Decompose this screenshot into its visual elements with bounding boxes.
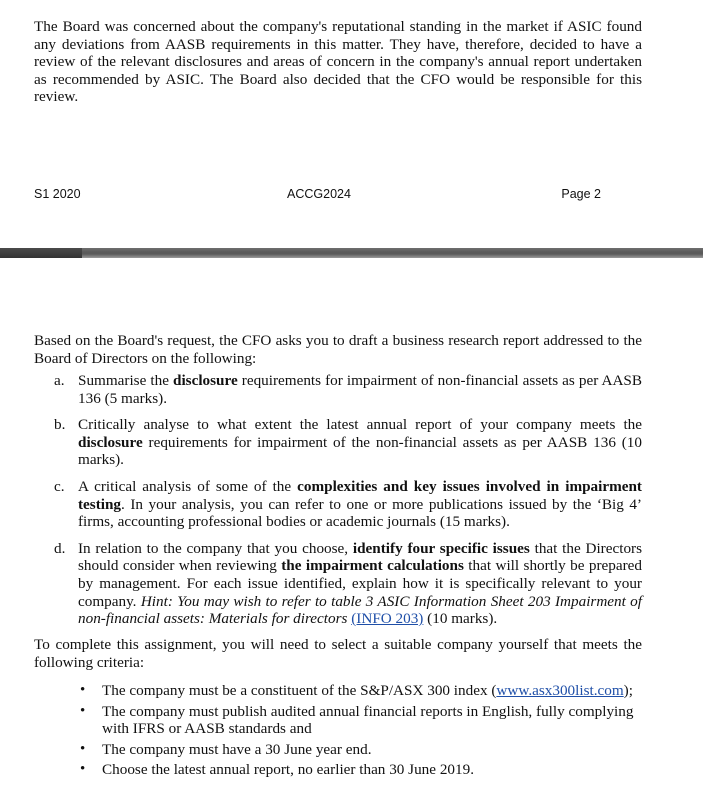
page-footer: [34, 186, 642, 206]
footer-unit-code: ACCG2024: [287, 187, 351, 201]
criteria-text: Choose the latest annual report, no earlier than 30 June 2019.: [102, 761, 474, 779]
task-letter: d.: [54, 539, 66, 557]
criteria-text: );: [623, 682, 633, 699]
task-emphasis: identify four specific issues: [352, 539, 530, 557]
task-emphasis: the impairment calculations: [281, 557, 464, 575]
task-emphasis: disclosure: [78, 433, 143, 451]
page-break-divider: [0, 248, 703, 258]
criteria-paragraph: To complete this assignment, you will need to select a suitable company yourself that meets the following criteria:: [34, 636, 642, 671]
task-text: requirements for impairment of the non-financial assets as per AASB 136 (10 marks).: [78, 433, 642, 469]
criteria-item: [80, 703, 640, 738]
criteria-list: [80, 682, 640, 782]
task-list: [54, 372, 642, 637]
criteria-text: The company must be a constituent of the S&P/ASX 300 index (: [102, 682, 497, 699]
task-letter: c.: [54, 477, 65, 495]
criteria-item: [80, 741, 640, 759]
footer-semester: S1 2020: [34, 187, 81, 201]
task-text: that will shortly be prepared by management. For each issue identified, explain how it is specifically relevant to your company.: [78, 557, 643, 610]
task-text: Summarise the: [78, 372, 174, 389]
criteria-text: The company must have a 30 June year end.: [102, 740, 372, 758]
task-text: A critical analysis of some of the: [78, 477, 298, 495]
task-item-a: [54, 372, 642, 407]
task-item-b: [54, 416, 642, 469]
task-hint: Hint: You may wish to refer to table 3 ASIC Information Sheet 203 Impairment of non-financial assets: Materials for directors: [78, 592, 642, 628]
task-letter: b.: [54, 416, 66, 434]
task-item-d: [54, 540, 642, 628]
task-item-c: [54, 478, 642, 531]
criteria-text: The company must publish audited annual financial reports in English, fully complying with IFRS or AASB standards and: [102, 702, 634, 738]
task-text: In relation to the company that you choose,: [78, 539, 353, 557]
task-text: . In your analysis, you can refer to one or more publications issued by the ‘Big 4’ firms, accounting professional bodies or academic journals (15 marks).: [78, 495, 642, 531]
task-emphasis: disclosure: [173, 372, 238, 389]
intro-paragraph: The Board was concerned about the company's reputational standing in the market if ASIC found any deviations from AASB requirements in this matter. They have, therefore, decided to have a review of the relevant disclosures and areas of concern in the company's annual report undertaken as recommended by ASIC. The Board also decided that the CFO would be responsible for this review.: [34, 18, 642, 106]
task-text: (10 marks).: [423, 610, 498, 628]
task-text: that the Directors should consider when reviewing: [78, 539, 643, 575]
asx300list-link[interactable]: www.asx300list.com: [496, 682, 624, 699]
info-203-link[interactable]: (INFO 203): [351, 610, 424, 628]
request-paragraph: Based on the Board's request, the CFO asks you to draft a business research report addressed to the Board of Directors on the following:: [34, 332, 642, 367]
task-emphasis: complexities and key issues involved in impairment testing: [78, 477, 642, 513]
criteria-item: [80, 682, 640, 700]
task-text: Critically analyse to what extent the latest annual report of your company meets the: [78, 416, 642, 434]
task-text: requirements for impairment of non-financial assets as per AASB 136 (5 marks).: [78, 372, 642, 407]
criteria-item: [80, 761, 640, 779]
footer-page-number: Page 2: [561, 187, 601, 201]
task-letter: a.: [54, 372, 65, 389]
